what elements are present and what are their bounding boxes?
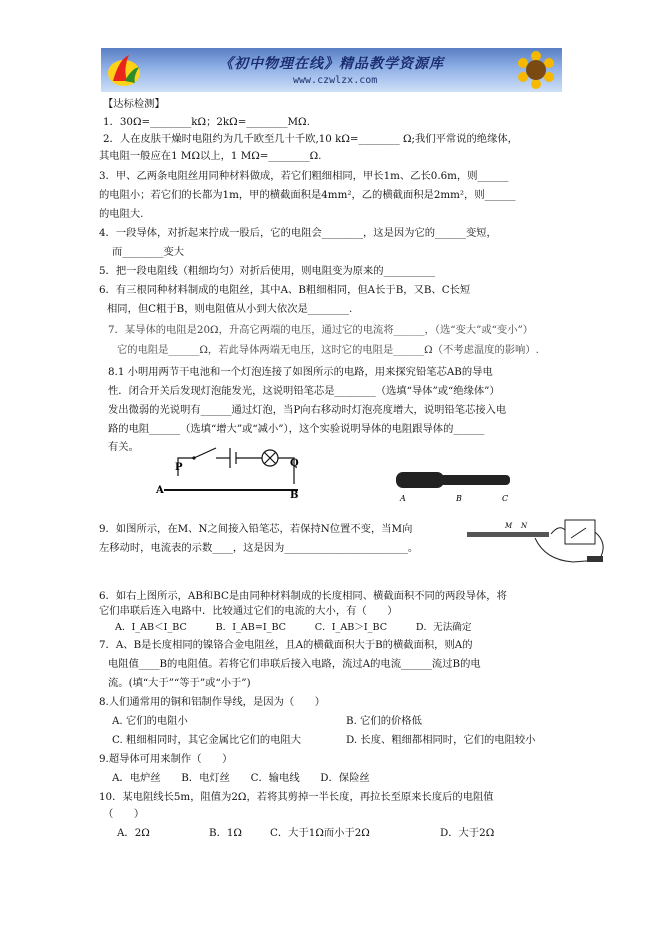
question-8b-option-a: A. 它们的电阻小 (112, 715, 188, 727)
question-6-line1: 6．有三根同种材料制成的电阻丝，其中A、B粗细相同，但A长于B，又B、C长短 (99, 284, 471, 296)
question-10-option-c: C．大于1Ω而小于2Ω (270, 827, 370, 839)
question-10-option-b: B．1Ω (209, 827, 242, 839)
question-8b-option-b: B. 它们的价格低 (346, 715, 422, 727)
question-8-line1: 8.1 小明用两节干电池和一个灯泡连接了如图所示的电路，用来探究铅笔芯AB的导电 (108, 366, 493, 378)
question-2-line2: 其电阻一般应在1 MΩ以上，1 MΩ=________Ω. (99, 150, 322, 162)
label-a2: A (400, 494, 406, 503)
question-3-line3: 的电阻大. (99, 208, 144, 220)
question-8b-option-d: D. 长度、粗细都相同时，它们的电阻较小 (346, 734, 536, 746)
question-4-line2: 而________变大 (112, 246, 185, 258)
banner-title: 《初中物理在线》精品教学资源库 (219, 56, 444, 72)
section-heading: 【达标检测】 (103, 98, 165, 110)
question-9b-options: A．电炉丝 B．电灯丝 C．输电线 D．保险丝 (112, 772, 370, 784)
question-3-line1: 3．甲、乙两条电阻丝用同种材料做成，若它们粗细相同，甲长1m、乙长0.6m，则______ (99, 170, 509, 182)
sunflower-icon (516, 50, 556, 90)
label-a: A (156, 485, 164, 496)
question-9b: 9.超导体可用来制作（ ） (99, 753, 233, 765)
label-q: Q (290, 458, 299, 469)
question-7b-line1: 7．A、B是长度相同的镍铬合金电阻丝，且A的横截面积大于B的横截面积，则A的 (99, 639, 473, 651)
question-8-line5: 有关。 (108, 441, 139, 453)
label-b2: B (456, 494, 462, 503)
ammeter-figure (465, 516, 610, 568)
question-6b-line2: 它们串联后连入电路中．比较通过它们的电流的大小，有（ ） (99, 605, 398, 617)
question-7b-line2: 电阻值____B的电阻值。若将它们串联后接入电路，流过A的电流______流过B的电 (108, 658, 481, 670)
question-6b-line1: 6．如右上图所示，AB和BC是由同种材料制成的长度相同、横截面积不同的两段导体，将 (99, 590, 507, 602)
question-4-line1: 4．一段导体，对折起来拧成一股后，它的电阻会________，这是因为它的______变短， (99, 227, 497, 239)
question-8-line3: 发出微弱的光说明有______通过灯泡，当P向右移动时灯泡亮度增大，说明铅笔芯接入电 (108, 404, 507, 416)
question-2-line1: 2．人在皮肤干燥时电阻约为几千欧至几十千欧,10 kΩ=________ Ω;我们平常说的绝缘体， (103, 133, 518, 145)
label-m: M (505, 522, 513, 530)
question-5: 5．把一段电阻线（粗细均匀）对折后使用，则电阻变为原来的__________ (99, 265, 436, 277)
conductor-figure (392, 466, 522, 506)
question-3-line2: 的电阻小；若它们的长都为1m，甲的横截面积是4mm²，乙的横截面积是2mm²，则______ (99, 189, 516, 201)
site-logo-icon (105, 51, 143, 89)
label-n: N (521, 522, 528, 530)
question-8-line2: 性．闭合开关后发现灯泡能发光，这说明铅笔芯是________（选填“导体”或“绝缘体”） (108, 385, 500, 397)
question-6b-options: A．I_AB＜I_BC B．I_AB=I_BC C．I_AB＞I_BC D．无法确定 (115, 622, 472, 633)
question-9-line1: 9．如图所示，在M、N之间接入铅笔芯，若保持N位置不变，当M向 (99, 523, 413, 535)
circuit-figure (150, 440, 310, 502)
question-8b: 8.人们通常用的铜和铝制作导线，是因为（ ） (99, 696, 326, 708)
label-c2: C (502, 494, 509, 503)
question-6-line2: 相同，但C粗于B，则电阻值从小到大依次是________. (107, 303, 353, 315)
banner-url: www.czwlzx.com (293, 75, 378, 86)
label-p: P (175, 462, 183, 473)
question-10-option-a: A．2Ω (117, 827, 150, 839)
header-banner (101, 48, 562, 92)
question-1: 1．30Ω=________kΩ；2kΩ=________MΩ. (103, 116, 310, 128)
question-10-option-d: D．大于2Ω (440, 827, 495, 839)
question-7-line2: 它的电阻是______Ω，若此导体两端无电压，这时它的电阻是______Ω（不考虑温度的影响）. (117, 344, 539, 356)
question-7-line1: 7．某导体的电阻是20Ω，升高它两端的电压，通过它的电流将______，（选“变大”或“变小”） (108, 324, 534, 336)
question-9-line2: 左移动时，电流表的示数____，这是因为________________________。 (99, 542, 419, 554)
label-b: B (290, 490, 299, 501)
question-7b-line3: 流。(填“大于”“等于”或“小于”) (108, 677, 251, 689)
question-10-line2: （ ） (103, 808, 145, 820)
question-10-line1: 10．某电阻线长5m，阻值为2Ω，若将其剪掉一半长度，再拉长至原来长度后的电阻值 (99, 791, 494, 803)
question-8-line4: 路的电阻______（选填“增大”或“减小”），这个实验说明导体的电阻跟导体的______ (108, 423, 485, 435)
question-8b-option-c: C. 粗细相同时，其它金属比它们的电阻大 (112, 734, 302, 746)
